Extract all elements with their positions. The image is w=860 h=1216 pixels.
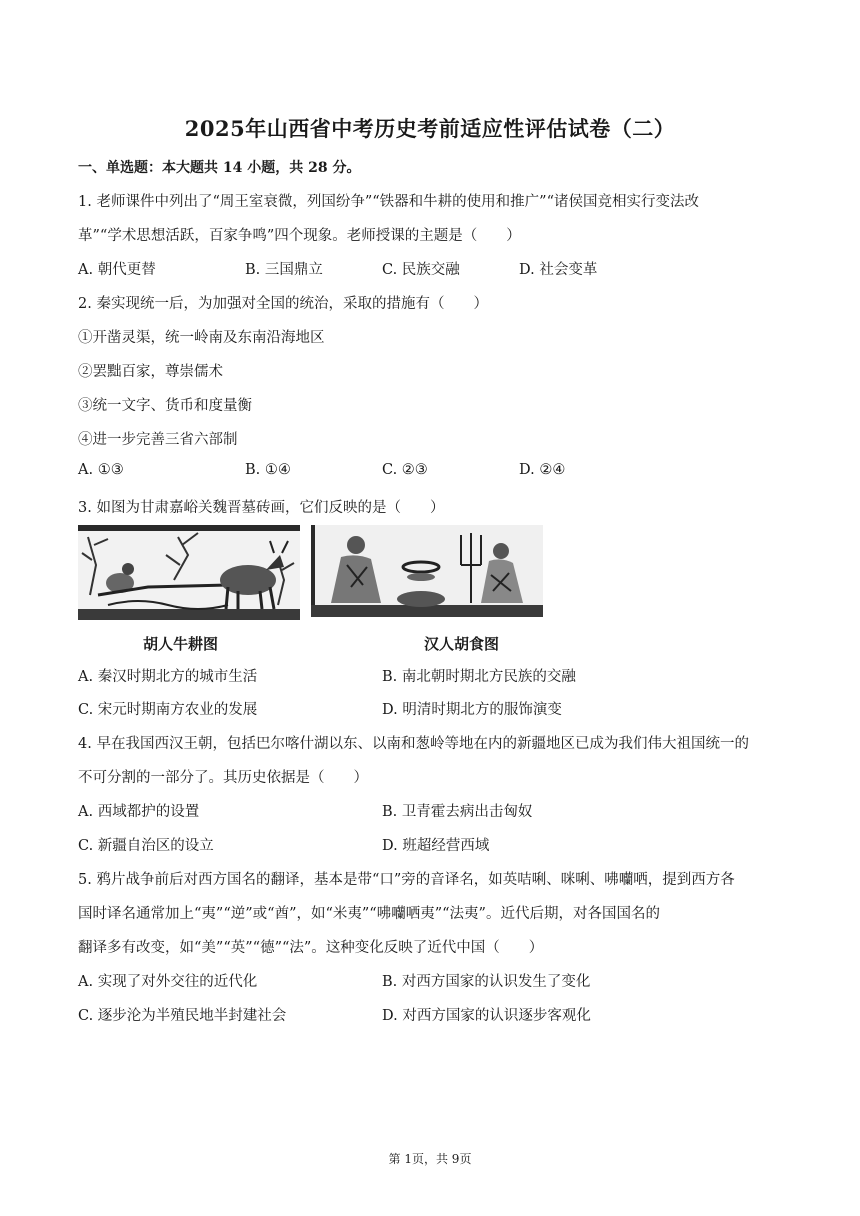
figure-caption-left: 胡人牛耕图 <box>143 635 219 653</box>
exam-title: 2025年山西省中考历史考前适应性评估试卷（二） <box>184 116 676 141</box>
q2-option-b: B. ①④ <box>245 462 291 478</box>
page-footer: 第 1页，共 9页 <box>388 1152 472 1166</box>
q5-line-1: 5. 鸦片战争前后对西方国名的翻译，基本是带“口”旁的音译名，如英咭唎、咪唎、咈囒哂，提到西方各 <box>78 872 735 888</box>
q3-option-c: C. 宋元时期南方农业的发展 <box>78 702 258 718</box>
q2-option-c: C. ②③ <box>382 462 428 478</box>
section-heading: 一、单选题：本大题共 14 小题，共 28 分。 <box>78 160 361 176</box>
q4-option-a: A. 西域都护的设置 <box>78 804 200 820</box>
q2-item-1: ①开凿灵渠，统一岭南及东南沿海地区 <box>78 330 325 346</box>
q3-option-d: D. 明清时期北方的服饰演变 <box>382 702 562 718</box>
brick-painting-eating-scene <box>311 525 543 617</box>
q3-line-1: 3. 如图为甘肃嘉峪关魏晋墓砖画，它们反映的是（ ） <box>78 500 445 516</box>
q4-option-b: B. 卫青霍去病出击匈奴 <box>382 804 533 820</box>
q2-item-2: ②罢黜百家，尊崇儒术 <box>78 364 223 380</box>
q1-option-d: D. 社会变革 <box>519 262 598 278</box>
q4-option-d: D. 班超经营西域 <box>382 838 490 854</box>
q2-option-d: D. ②④ <box>519 462 566 478</box>
q2-option-a: A. ①③ <box>78 462 124 478</box>
brick-painting-ox-plowing <box>78 525 300 620</box>
q5-line-2: 国时译名通常加上“夷”“逆”或“酋”，如“米夷”“咈囒哂夷”“法夷”。近代后期，对各国国名的 <box>78 906 660 922</box>
q1-line-2: 革”“学术思想活跃，百家争鸣”四个现象。老师授课的主题是（ ） <box>78 228 521 244</box>
q1-option-a: A. 朝代更替 <box>78 262 156 278</box>
q5-option-a: A. 实现了对外交往的近代化 <box>78 974 258 990</box>
q2-item-4: ④进一步完善三省六部制 <box>78 432 238 448</box>
q2-line-1: 2. 秦实现统一后，为加强对全国的统治，采取的措施有（ ） <box>78 296 488 312</box>
q5-line-3: 翻译多有改变，如“美”“英”“德”“法”。这种变化反映了近代中国（ ） <box>78 940 544 956</box>
q1-option-c: C. 民族交融 <box>382 262 460 278</box>
q4-line-2: 不可分割的一部分了。其历史依据是（ ） <box>78 770 368 786</box>
q5-option-d: D. 对西方国家的认识逐步客观化 <box>382 1008 591 1024</box>
q5-option-b: B. 对西方国家的认识发生了变化 <box>382 974 591 990</box>
q3-option-b: B. 南北朝时期北方民族的交融 <box>382 669 576 685</box>
q4-option-c: C. 新疆自治区的设立 <box>78 838 214 854</box>
q1-option-b: B. 三国鼎立 <box>245 262 323 278</box>
figure-caption-right: 汉人胡食图 <box>424 635 500 653</box>
q4-line-1: 4. 早在我国西汉王朝，包括巴尔喀什湖以东、以南和葱岭等地在内的新疆地区已成为我们伟大祖国统一的 <box>78 736 749 752</box>
q2-item-3: ③统一文字、货币和度量衡 <box>78 398 252 414</box>
q3-option-a: A. 秦汉时期北方的城市生活 <box>78 669 258 685</box>
q5-option-c: C. 逐步沦为半殖民地半封建社会 <box>78 1008 287 1024</box>
q1-line-1: 1. 老师课件中列出了“周王室衰微，列国纷争”“铁器和牛耕的使用和推广”“诸侯国竞相实行变法改 <box>78 194 700 210</box>
